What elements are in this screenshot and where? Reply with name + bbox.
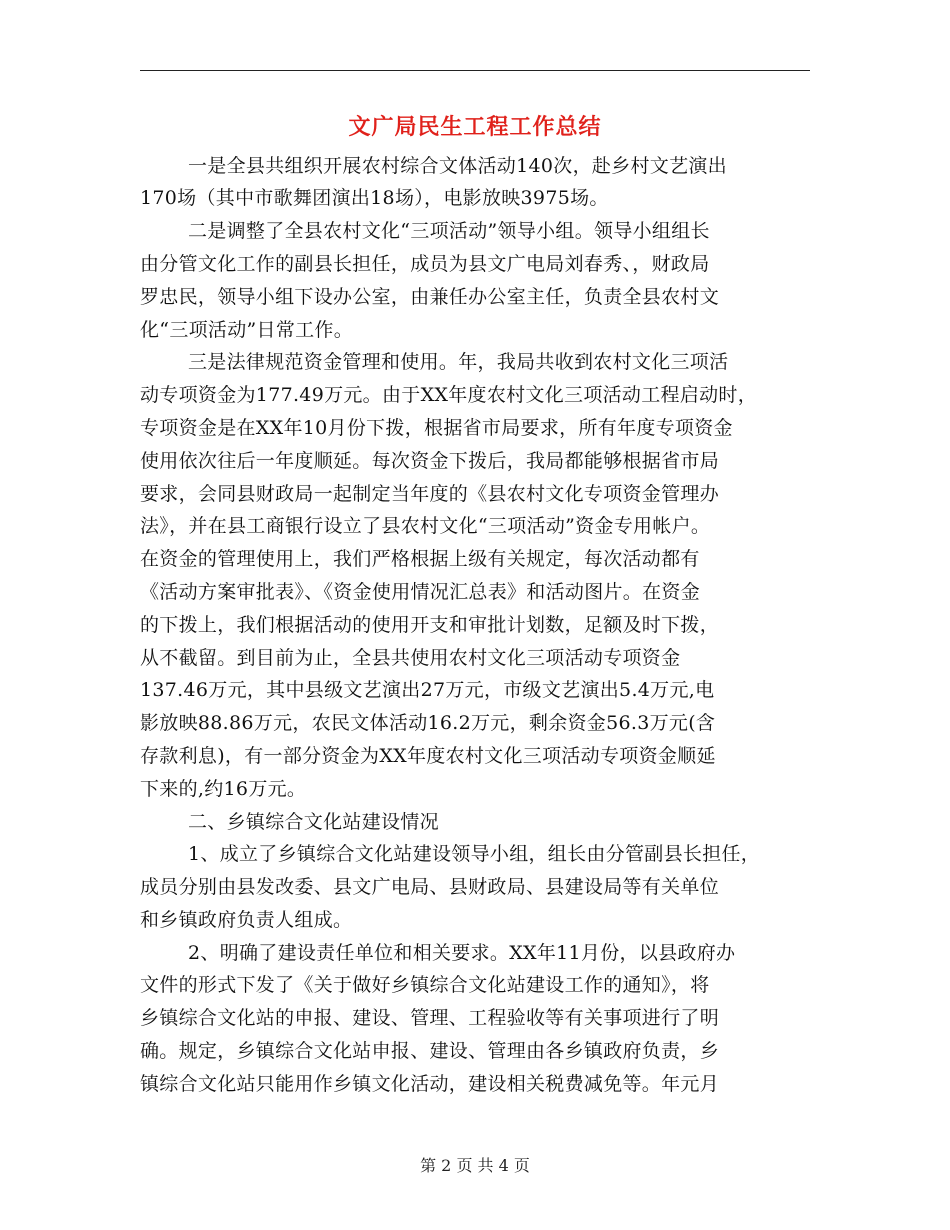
text-line: 乡镇综合文化站的申报、建设、管理、工程验收等有关事项进行了明 — [140, 1007, 720, 1029]
text-line: 由分管文化工作的副县长担任，成员为县文广电局刘春秀、，财政局 — [140, 253, 710, 275]
text-line: 170场（其中市歌舞团演出18场），电影放映3975场。 — [140, 187, 609, 209]
text-line: 镇综合文化站只能用作乡镇文化活动，建设相关税费减免等。年元月 — [140, 1073, 720, 1095]
text-line: 存款利息)，有一部分资金为XX年度农村文化三项活动专项资金顺延 — [140, 745, 716, 767]
text-line: 三是法律规范资金管理和使用。年，我局共收到农村文化三项活 — [188, 351, 729, 373]
text-line: 专项资金是在XX年10月份下拨，根据省市局要求，所有年度专项资金 — [140, 417, 733, 439]
text-line: 137.46万元，其中县级文艺演出27万元，市级文艺演出5.4万元,电 — [140, 679, 715, 701]
text-line: 法》，并在县工商银行设立了县农村文化“三项活动”资金专用帐户。 — [140, 515, 711, 537]
text-line: 一是全县共组织开展农村综合文体活动140次，赴乡村文艺演出 — [188, 155, 727, 177]
document-title: 文广局民生工程工作总结 — [348, 114, 602, 140]
text-line: 和乡镇政府负责人组成。 — [140, 909, 353, 931]
text-line: 使用依次往后一年度顺延。每次资金下拨后，我局都能够根据省市局 — [140, 450, 720, 472]
page-footer: 第 2 页 共 4 页 — [420, 1156, 530, 1175]
text-line: 成员分别由县发改委、县文广电局、县财政局、县建设局等有关单位 — [140, 876, 720, 898]
text-line: 确。规定，乡镇综合文化站申报、建设、管理由各乡镇政府负责，乡 — [140, 1040, 720, 1062]
text-line: 影放映88.86万元，农民文体活动16.2万元，剩余资金56.3万元(含 — [140, 712, 716, 734]
text-line: 从不截留。到目前为止，全县共使用农村文化三项活动专项资金 — [140, 647, 681, 669]
text-line: 化“三项活动”日常工作。 — [140, 319, 354, 341]
text-line: 动专项资金为177.49万元。由于XX年度农村文化三项活动工程启动时， — [140, 384, 758, 406]
text-line: 《活动方案审批表》、《资金使用情况汇总表》和活动图片。在资金 — [140, 581, 701, 603]
text-line: 要求，会同县财政局一起制定当年度的《县农村文化专项资金管理办 — [140, 483, 720, 505]
text-line: 二是调整了全县农村文化“三项活动”领导小组。领导小组组长 — [188, 220, 710, 242]
text-line: 罗忠民，领导小组下设办公室，由兼任办公室主任，负责全县农村文 — [140, 286, 720, 308]
text-line: 1、成立了乡镇综合文化站建设领导小组，组长由分管副县长担任， — [188, 843, 761, 865]
text-line: 的下拨上，我们根据活动的使用开支和审批计划数，足额及时下拨， — [140, 614, 720, 636]
text-line: 下来的,约16万元。 — [140, 778, 307, 800]
text-line: 2、明确了建设责任单位和相关要求。XX年11月份，以县政府办 — [188, 942, 736, 964]
text-line: 文件的形式下发了《关于做好乡镇综合文化站建设工作的通知》，将 — [140, 974, 710, 996]
section-heading: 二、乡镇综合文化站建设情况 — [188, 811, 439, 833]
text-line: 在资金的管理使用上，我们严格根据上级有关规定，每次活动都有 — [140, 548, 700, 570]
